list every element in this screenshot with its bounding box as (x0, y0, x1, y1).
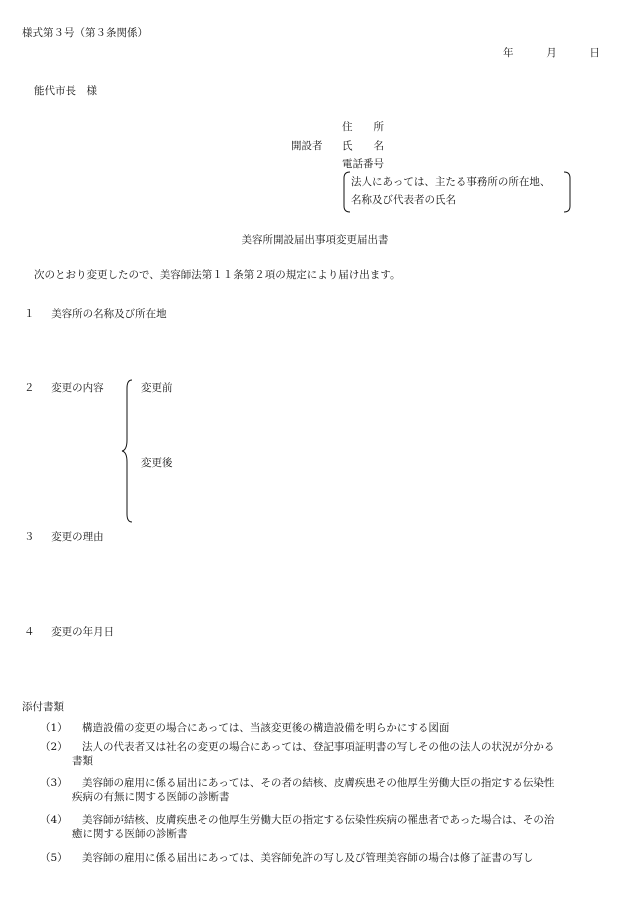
section-1 (24, 307, 167, 321)
change-before-label: 変更前 (141, 382, 173, 394)
attachment-item-5-number: （5） (40, 852, 68, 864)
attachment-item-3-line1: 美容師の雇用に係る届出にあっては、その者の結核、皮膚疾患その他厚生労働大臣の指定する伝染性 (82, 777, 555, 789)
attachment-item-1-number: （1） (40, 722, 68, 734)
section-3-number: ３ (24, 531, 35, 543)
attachment-item-2-line1: 法人の代表者又は社名の変更の場合にあっては、登記事項証明書の写しその他の法人の状況が分かる (82, 741, 555, 753)
document-title: 美容所開設届出事項変更届出書 (241, 234, 389, 246)
name-label: 氏 名 (342, 140, 384, 152)
phone-label: 電話番号 (342, 158, 384, 170)
attachment-item-4-number: （4） (40, 814, 68, 826)
attachment-item-4-line2: 癒に関する医師の診断書 (72, 828, 188, 841)
date-year-label: 年 (503, 47, 514, 59)
section-4-label: 変更の年月日 (51, 626, 115, 638)
date-line (503, 46, 600, 60)
attachment-item-5-line1: 美容師の雇用に係る届出にあっては、美容師免許の写し及び管理美容師の場合は修了証書の写し (82, 852, 534, 864)
section-2-label: 変更の内容 (51, 382, 104, 394)
attachment-item-2-line2: 書類 (72, 755, 93, 768)
date-day-label: 日 (589, 47, 600, 59)
section-3 (24, 530, 104, 544)
intro-text: 次のとおり変更したので、美容師法第１１条第２項の規定により届け出ます。 (34, 269, 401, 281)
section-1-label: 美容所の名称及び所在地 (51, 308, 167, 320)
section-3-label: 変更の理由 (51, 531, 104, 543)
section-2-number: ２ (24, 382, 35, 394)
form-number: 様式第３号（第３条関係） (22, 27, 148, 39)
section-2 (24, 381, 104, 395)
address-label: 住 所 (342, 121, 384, 133)
addressee: 能代市長 様 (34, 85, 97, 97)
applicant-role-label: 開設者 (291, 140, 323, 152)
attachment-item-2-number: （2） (40, 741, 68, 753)
change-detail-brace (120, 378, 136, 524)
corporate-note-line1: 法人にあっては、主たる事務所の所在地、 (351, 176, 551, 188)
section-4 (24, 625, 114, 639)
change-after-label: 変更後 (141, 457, 173, 469)
attachments-heading: 添付書類 (22, 701, 64, 713)
corporate-note-line2: 名称及び代表者の氏名 (351, 194, 456, 206)
section-1-number: １ (24, 308, 35, 320)
attachment-item-1-line1: 構造設備の変更の場合にあっては、当該変更後の構造設備を明らかにする図面 (82, 722, 450, 734)
attachment-item-3-number: （3） (40, 777, 68, 789)
attachment-item-4-line1: 美容師が結核、皮膚疾患その他厚生労働大臣の指定する伝染性疾病の罹患者であった場合は、その治 (82, 814, 555, 826)
attachment-item-3-line2: 疾病の有無に関する医師の診断書 (72, 791, 230, 804)
date-month-label: 月 (546, 47, 557, 59)
section-4-number: ４ (24, 626, 35, 638)
